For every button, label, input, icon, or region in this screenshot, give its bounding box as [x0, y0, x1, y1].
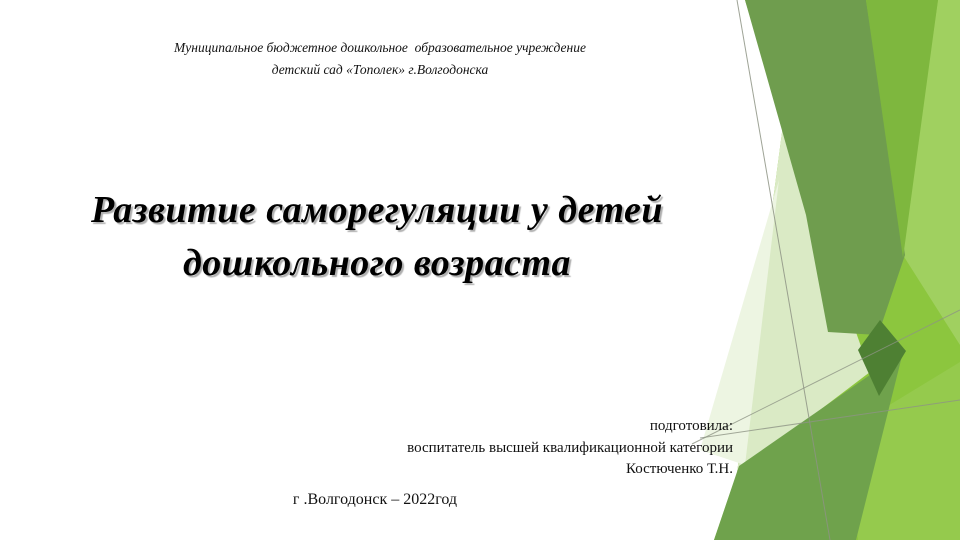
city-year-footer: г .Волгодонск – 2022год	[292, 491, 458, 508]
credits-author-name: Костюченко Т.Н.	[626, 461, 733, 477]
author-credits	[407, 416, 733, 481]
credits-position: воспитатель высшей квалификационной категории	[407, 439, 733, 456]
institution-line-1: Муниципальное бюджетное дошкольное образовательное учреждение	[174, 40, 586, 55]
slide-title-line-2: дошкольного возраста	[182, 242, 572, 284]
slide-title	[18, 184, 736, 290]
institution-line-2: детский сад «Тополек» г.Волгодонска	[271, 62, 489, 77]
slide-title-line-1: Развитие саморегуляции у детей	[90, 189, 664, 231]
institution-header	[118, 37, 642, 81]
credits-prepared-by: подготовила:	[649, 418, 733, 434]
